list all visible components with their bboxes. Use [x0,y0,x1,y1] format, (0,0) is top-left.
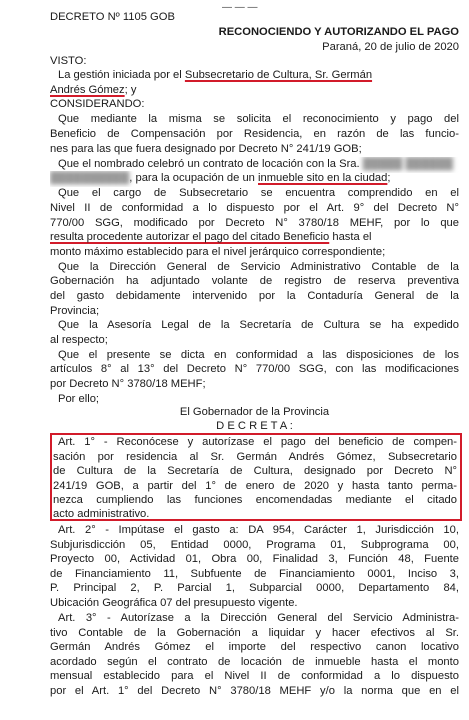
visto-highlight-name: Andrés Gómez [50,84,125,96]
art2-line-1: Art. 2° - Impútase el gasto a: DA 954, Carácter 1, Jurisdicción 10, [58,524,459,536]
p2-text-2: , para la ocupación de un [129,172,259,184]
considerando-heading: CONSIDERANDO: [50,98,145,110]
art3-line-2: tivo Contable de la Gobernación a liquidar y hacer efectivos al Sr. [50,627,459,639]
p3-line-4 [50,230,459,246]
decree-title: RECONOCIENDO Y AUTORIZANDO EL PAGO [218,26,459,38]
p2-tail: ; [387,172,391,184]
art3-line-3: Germán Andrés Gómez el importe del respectivo canon locativo [50,641,459,653]
visto-heading: VISTO: [50,55,87,67]
p1-line-2: Beneficio de Compensación por Residencia, en razón de las funcio- [50,128,459,140]
art3-line-5: mensual establecido para el Nivel II de conformidad a lo dispuesto [50,670,459,682]
p3-tail: hasta el [329,231,372,243]
p4-line-2: Gobernación ha adjuntado volante de registro de reserva preventiva [50,275,459,287]
art3-line-1: Art. 3° - Autorízase a la Dirección General del Servicio Administra- [58,612,459,624]
visto-highlight: Subsecretario de Cultura, Sr. Germán [184,69,373,81]
visto-text: La gestión iniciada por el [58,69,185,81]
p3-line-1: Que el cargo de Subsecretario se encuentra comprendido en el [58,187,459,199]
visto-tail: ; y [124,84,137,96]
p2-text: Que el nombrado celebró un contrato de locación con la Sra. [58,158,360,170]
p7-line: Por ello; [58,393,100,405]
art2-line-2: Subjurisdicción 05, Entidad 0000, Programa 01, Subprograma 00, [50,539,459,551]
art1-line-1: Art. 1° - Reconócese y autorízase el pago del beneficio de compen- [58,436,457,448]
top-mark: — — — [222,2,258,13]
p6-line-1: Que el presente se dicta en conformidad a las disposiciones de los [58,349,459,361]
p3-line-3: 770/00 SGG, modificado por Decreto N° 3780/18 MEHF, por lo que [50,217,459,229]
visto-line-1 [58,68,459,84]
art2-line-6: Ubicación Geográfica 07 del presupuesto vigente. [50,597,298,609]
p2-line-2 [50,171,459,187]
p6-line-3: por Decreto N° 3780/18 MEHF; [50,378,206,390]
p6-line-2: artículos 8° al 13° del Decreto N° 770/00 SGG, con las modificaciones [50,363,459,375]
redacted-name: █████ ██████ [362,158,454,170]
redacted-surname: ██████████ [50,172,130,184]
decree-date: Paraná, 20 de julio de 2020 [322,41,459,53]
art1-line-5: nezca cumpliendo las funciones encomendadas mediante el citado [53,494,457,506]
p1-line-1: Que mediante la misma se solicita el reconocimiento y pago del [58,113,459,125]
art1-line-6: acto administrativo. [53,508,150,520]
art2-line-5: P. Principal 2, P. Parcial 1, Subparcial 0000, Departamento 84, [50,582,459,594]
art2-line-3: Proyecto 00, Actividad 01, Obra 00, Finalidad 3, Función 48, Fuente [50,553,459,565]
p3-highlight: resulta procedente autorizar el pago del citado Beneficio [50,231,330,243]
p4-line-4: Provincia; [50,305,100,317]
governor-line: El Gobernador de la Provincia [179,406,330,418]
decreta-heading: D E C R E T A : [216,420,293,432]
p3-line-5: monto máximo establecido para el nivel jerárquico correspondiente; [50,246,386,258]
art3-line-4: acordado según el contrato de locación de inmueble hasta el monto [50,656,459,668]
p4-line-3: del gasto debidamente intervenido por la Contaduría General de la [50,290,459,302]
decree-number: DECRETO Nº 1105 GOB [50,11,175,23]
art1-line-4: 241/19 GOB, a partir del 1° de enero de 2020 y hasta tanto perma- [53,480,457,492]
p5-line-2: al respecto; [50,334,108,346]
p3-line-2: Nivel II de conformidad a lo dispuesto por el Art. 9° del Decreto N° [50,202,459,214]
art2-line-4: de Financiamiento 11, Subfuente de Financiamiento 0001, Inciso 3, [50,568,459,580]
p2-highlight: inmueble sito en la ciudad [258,172,388,184]
art1-line-2: sación por residencia al Sr. Germán Andrés Gómez, Subsecretario [53,451,457,463]
art3-line-6: por el Art. 1° del Decreto N° 3780/18 MEHF y/o la norma que en el [50,685,459,697]
p5-line-1: Que la Asesoría Legal de la Secretaría de Cultura se ha expedido [58,319,459,331]
p4-line-1: Que la Dirección General de Servicio Administrativo Contable de la [58,261,459,273]
p1-line-3: nes para las que fuera designado por Decreto N° 241/19 GOB; [50,143,362,155]
art1-line-3: de Cultura de la Secretaría de Cultura, designado por Decreto N° [53,465,457,477]
